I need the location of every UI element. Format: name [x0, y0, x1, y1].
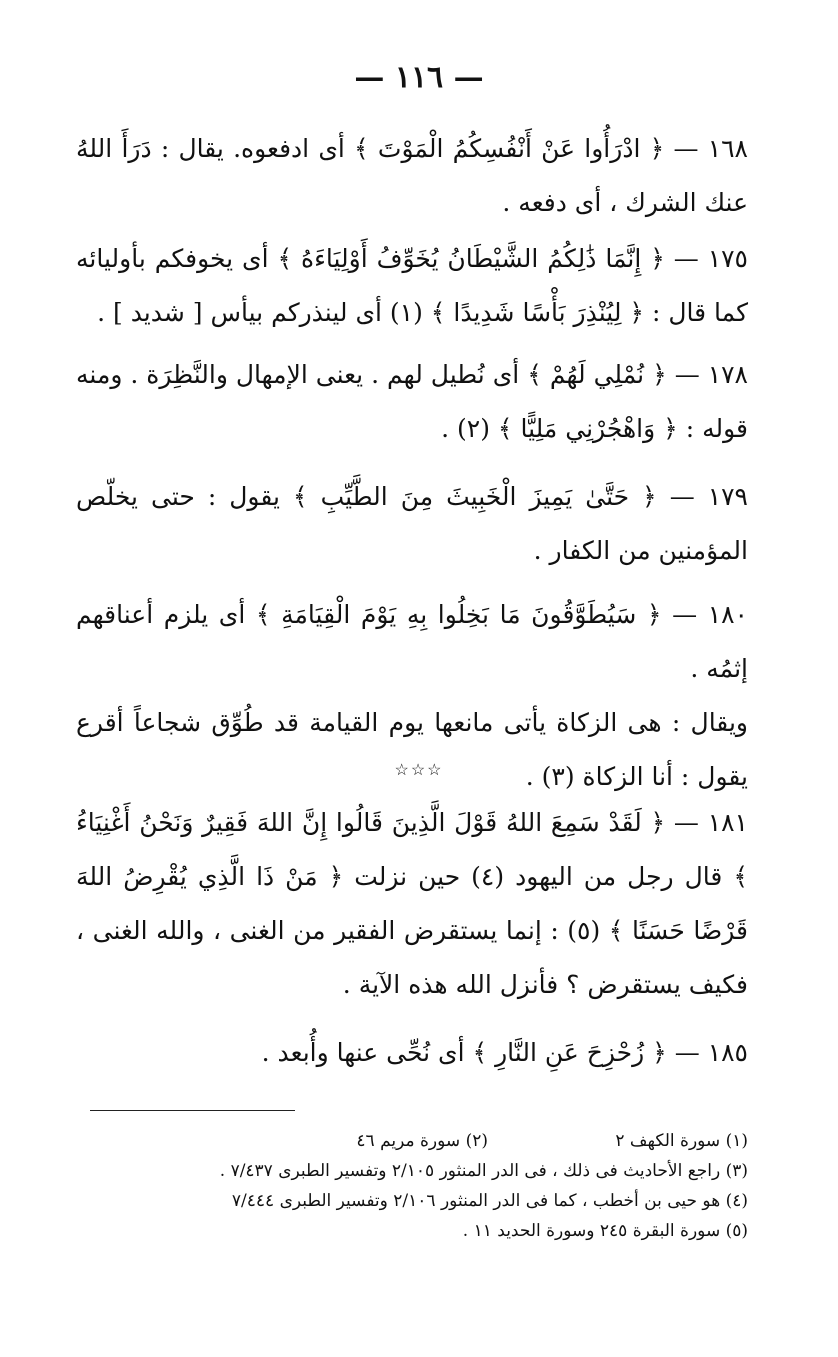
- footnote-4: (٤) هو حيى بن أخطب ، كما فى الدر المنثور ٢/١٠٦ وتفسير الطبرى ٧/٤٤٤: [231, 1191, 748, 1211]
- entry-text: ١٨٠ — ﴿ سَيُطَوَّقُونَ مَا بَخِلُوا بِهِ يَوْمَ الْقِيَامَةِ ﴾ أى يلزم أعناقهم إثمُه .: [76, 600, 748, 683]
- footnote-divider: [90, 1110, 295, 1111]
- footnote-row-1-2: [68, 1126, 748, 1156]
- footnote-2: (٢) سورة مريم ٤٦: [356, 1131, 488, 1151]
- footnote-1: (١) سورة الكهف ٢: [615, 1131, 748, 1151]
- entry-text: ١٦٨ — ﴿ ادْرَأُوا عَنْ أَنْفُسِكُمُ الْمَوْتَ ﴾ أى ادفعوه. يقال : دَرَأَ اللهُ عنك الشرك ، أى دفعه .: [76, 134, 748, 217]
- entry-179: [76, 470, 748, 578]
- entry-178: [76, 348, 748, 456]
- page-number: — ١١٦ —: [354, 60, 484, 95]
- section-separator: ☆☆☆: [394, 760, 444, 779]
- footnotes: [68, 1126, 748, 1246]
- entry-text: ١٨١ — ﴿ لَقَدْ سَمِعَ اللهُ قَوْلَ الَّذِينَ قَالُوا إِنَّ اللهَ فَقِيرٌ وَنَحْنُ أَغْنِيَاءُ ﴾ قال رجل من اليهود (٤) حين نزلت ﴿ مَنْ ذَا الَّذِي يُقْرِضُ اللهَ قَرْضًا حَسَنًا ﴾ (٥) : إنما يستقرض الفقير من الغنى ، والله الغنى ، فكيف يستقرض ؟ فأنزل الله هذه الآية .: [76, 808, 748, 999]
- footnote-3: (٣) راجع الأحاديث فى ذلك ، فى الدر المنثور ٢/١٠٥ وتفسير الطبرى ٧/٤٣٧ .: [219, 1161, 748, 1181]
- entry-text: ١٧٨ — ﴿ نُمْلِي لَهُمْ ﴾ أى نُطيل لهم . يعنى الإمهال والنَّظِرَة . ومنه قوله : ﴿ وَاهْجُرْنِي مَلِيًّا ﴾ (٢) .: [76, 360, 748, 443]
- entry-text: ١٨٥ — ﴿ زُحْزِحَ عَنِ النَّارِ ﴾ أى نُحِّى عنها وأُبعد .: [261, 1038, 748, 1067]
- entry-text-continued: ويقال : هى الزكاة يأتى مانعها يوم القيامة قد طُوِّق شجاعاً أقرع يقول : أنا الزكاة (٣) .: [76, 708, 748, 791]
- entry-text: ١٧٥ — ﴿ إِنَّمَا ذَٰلِكُمُ الشَّيْطَانُ يُخَوِّفُ أَوْلِيَاءَهُ ﴾ أى يخوفكم بأوليائه كما قال : ﴿ لِيُنْذِرَ بَأْسًا شَدِيدًا ﴾ (١) أى لينذركم بيأس [ شديد ] .: [76, 244, 748, 327]
- entry-168: [76, 122, 748, 230]
- entry-text: ١٧٩ — ﴿ حَتَّىٰ يَمِيزَ الْخَبِيثَ مِنَ الطَّيِّبِ ﴾ يقول : حتى يخلّص المؤمنين من الكفار .: [76, 482, 748, 565]
- footnote-5: (٥) سورة البقرة ٢٤٥ وسورة الحديد ١١ .: [462, 1221, 748, 1241]
- entry-181: [76, 796, 748, 1012]
- entry-185: [76, 1026, 748, 1080]
- entry-175: [76, 232, 748, 340]
